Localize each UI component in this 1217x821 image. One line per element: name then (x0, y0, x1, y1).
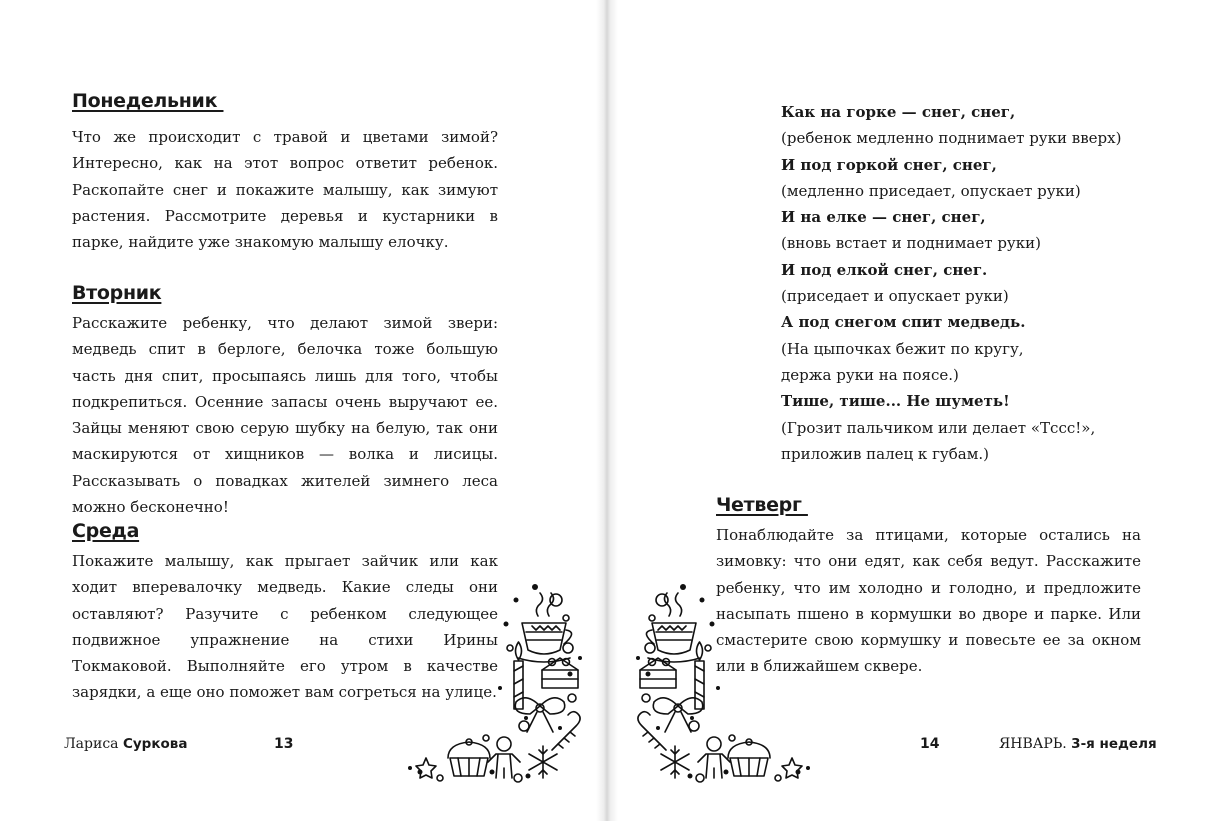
snowflake-icon (529, 746, 557, 778)
snowflake-icon (661, 746, 689, 778)
author-last-name: Суркова (122, 736, 188, 752)
poem-line: А под снегом спит медведь. (781, 313, 1026, 332)
poem-line: Как на горке — снег, снег, (781, 103, 1016, 121)
footer-chapter (999, 736, 1157, 752)
right-page (610, 0, 1217, 821)
poem-line: И под елкой снег, снег. (781, 260, 988, 279)
paragraph-tuesday: Расскажите ребенку, что делают зимой звери: медведь спит в берлоге, белочка тоже большую часть дня спит, просыпаясь лишь для того, чтобы подкрепиться. Осенние запасы очень выручают ее. Зайцы меняют свою серую шубку на белую, так они маскируются от хищников — волка и лисицы. Рассказывать о повадках жителей зимнего леса можно бесконечно! (72, 314, 498, 517)
poem-stage-direction: (ребенок медленно поднимает руки вверх) (781, 129, 1122, 148)
poem-stage-direction: (медленно приседает, опускает руки) (781, 181, 1081, 200)
winter-treats-illustration (400, 578, 590, 790)
paragraph-monday: Что же происходит с травой и цветами зимой? Интересно, как на этот вопрос ответит ребенок. Раскопайте снег и покажите малышу, как зимуют растения. Рассмотрите деревья и кустарники в парке, найдите уже знакомую малышу елочку. (72, 128, 498, 252)
chapter-week: 3-я неделя (1071, 736, 1157, 752)
poem-line: И под горкой снег, снег, (781, 155, 997, 174)
poem-stage-direction: приложив палец к губам.) (781, 444, 990, 463)
winter-treats-illustration (628, 578, 818, 790)
gingerbread-man-icon (707, 737, 721, 751)
heading-wednesday: Среда (72, 520, 140, 542)
star-icon (416, 758, 436, 778)
page-number-left: 13 (274, 736, 294, 752)
poem-stage-direction: (вновь встает и поднимает руки) (781, 234, 1041, 253)
chapter-month: ЯНВАРЬ. (999, 736, 1072, 752)
poem-stage-direction: (приседает и опускает руки) (781, 287, 1009, 306)
heading-monday: Понедельник (72, 90, 224, 112)
heading-tuesday: Вторник (72, 282, 162, 304)
star-icon (782, 758, 802, 778)
candy-cane-icon (552, 712, 580, 750)
left-page (0, 0, 598, 821)
poem-stage-direction: держа руки на поясе.) (781, 365, 959, 384)
poem-line: И на елке — снег, снег, (781, 208, 986, 227)
author-first-name: Лариса (64, 736, 123, 752)
teacup-icon (652, 623, 696, 654)
paragraph-wednesday: Покажите малышу, как прыгает зайчик или как ходит вперевалочку медведь. Какие следы они оставляют? Разучите с ребенком следующее подвижное упражнение на стихи Ирины Токмаковой. Выполняйте его утром в качестве зарядки, а еще оно поможет вам согреться на улице. (72, 552, 498, 702)
page-number-right: 14 (920, 736, 940, 752)
poem-block (781, 99, 1161, 467)
teacup-icon (522, 623, 566, 654)
poem-stage-direction: (Грозит пальчиком или делает «Тссс!», (781, 418, 1096, 437)
candy-cane-icon (638, 712, 666, 750)
gingerbread-man-icon (497, 737, 511, 751)
heading-thursday: Четверг (716, 494, 808, 516)
poem-line: Тише, тише... Не шуметь! (781, 392, 1010, 411)
poem-stage-direction: (На цыпочках бежит по кругу, (781, 339, 1024, 358)
paragraph-thursday: Понаблюдайте за птицами, которые остались на зимовку: что они едят, как себя ведут. Расскажите ребенку, что им холодно и голодно, и предложите насыпать пшено в кормушки во дворе и парке. Или смастерите свою кормушку и повесьте ее за окном или в ближайшем сквере. (716, 526, 1141, 676)
footer-author (64, 736, 187, 752)
